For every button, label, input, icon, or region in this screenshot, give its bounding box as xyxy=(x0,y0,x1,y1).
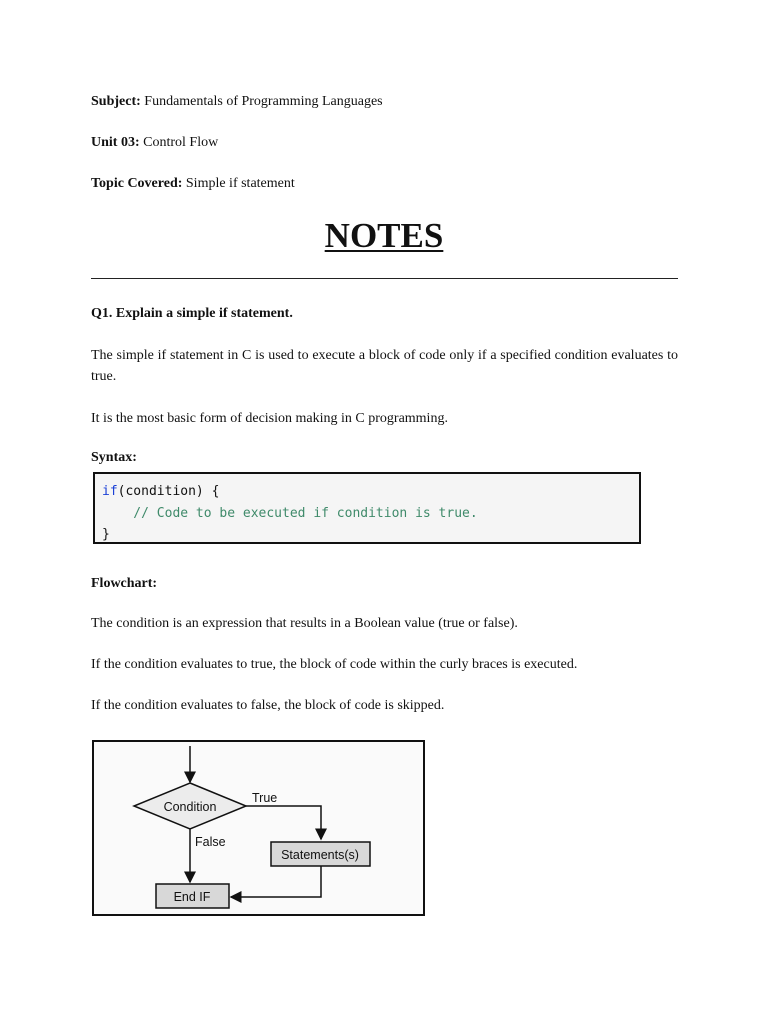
statements-label: Statements(s) xyxy=(281,848,359,862)
return-arrow xyxy=(231,866,321,897)
paragraph-basic-form: It is the most basic form of decision making in C programming. xyxy=(91,411,448,426)
subject-value: Fundamentals of Programming Languages xyxy=(144,94,383,109)
flowchart-diagram xyxy=(94,742,423,914)
paragraph-condition: The condition is an expression that results in a Boolean value (true or false). xyxy=(91,616,518,631)
subject-label: Subject: xyxy=(91,94,141,109)
unit-value: Control Flow xyxy=(143,135,219,150)
false-label: False xyxy=(195,835,226,849)
code-closing-brace: } xyxy=(102,527,110,542)
topic-value: Simple if statement xyxy=(185,176,295,191)
code-condition: (condition) { xyxy=(117,484,220,499)
subject-line xyxy=(91,94,383,110)
flowchart-image xyxy=(92,740,425,916)
page-title: NOTES xyxy=(324,216,444,255)
true-label: True xyxy=(252,791,278,805)
divider xyxy=(91,278,678,279)
code-line-1 xyxy=(102,481,639,503)
question-heading: Q1. Explain a simple if statement. xyxy=(91,306,293,321)
end-if-label: End IF xyxy=(173,890,211,904)
flowchart-heading: Flowchart: xyxy=(91,576,158,591)
syntax-heading: Syntax: xyxy=(91,450,137,465)
true-arrow xyxy=(246,806,321,839)
paragraph-true-case: If the condition evaluates to true, the block of code within the curly braces is executed. xyxy=(91,657,578,672)
paragraph-false-case: If the condition evaluates to false, the block of code is skipped. xyxy=(91,698,445,713)
condition-label: Condition xyxy=(163,800,217,814)
topic-label: Topic Covered: xyxy=(91,176,183,191)
unit-label: Unit 03: xyxy=(91,135,140,150)
paragraph-definition: The simple if statement in C is used to execute a block of code only if a specified condition evaluates to true. xyxy=(91,348,678,384)
topic-line xyxy=(91,176,295,192)
unit-line xyxy=(91,135,218,151)
code-comment: // Code to be executed if condition is true. xyxy=(102,505,478,521)
code-keyword: if xyxy=(102,484,118,499)
code-block xyxy=(93,472,641,544)
